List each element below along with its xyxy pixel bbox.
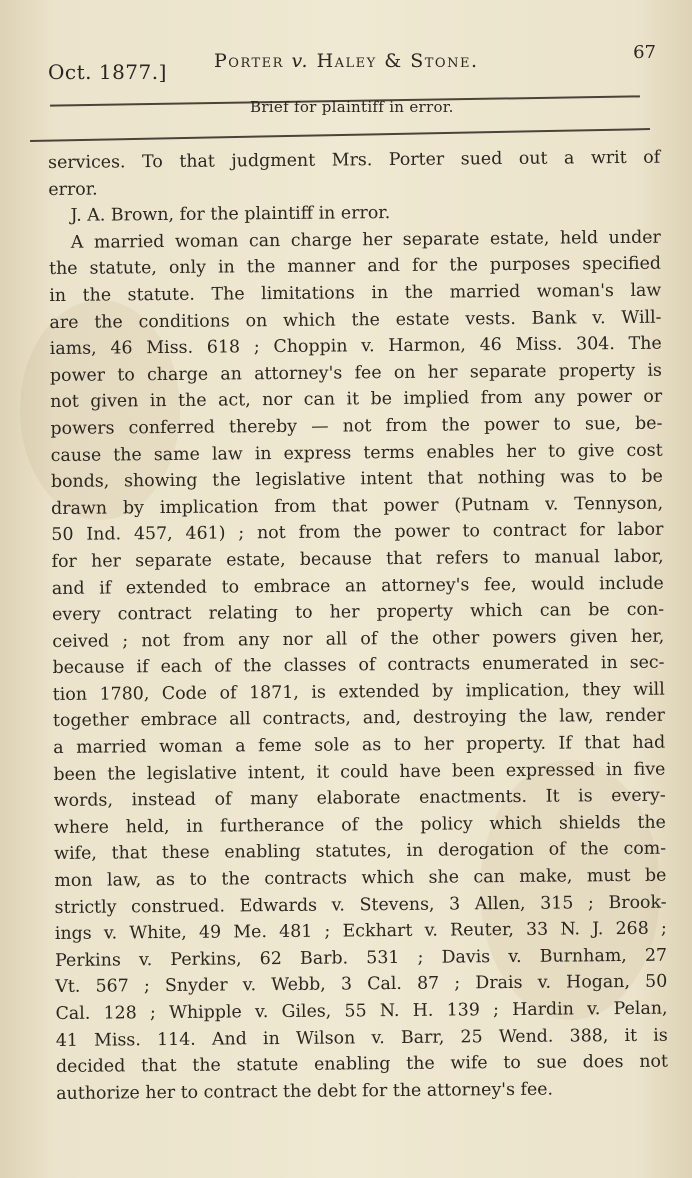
text-line: power to charge an attorney's fee on her separate property is xyxy=(49,360,663,386)
text-line: words, instead of many elaborate enactments. It is every- xyxy=(53,785,666,812)
text-line: because if each of the classes of contracts enumerated in sec- xyxy=(52,652,665,679)
text-line: Cal. 128 ; Whipple v. Giles, 55 N. H. 139 ; Hardin v. Pelan, xyxy=(55,998,668,1024)
text-line: the statute, only in the manner and for the purposes specified xyxy=(48,254,662,280)
text-line: in the statute. The limitations in the married woman's law xyxy=(49,280,662,306)
header-title xyxy=(214,50,478,72)
text-line: iams, 46 Miss. 618 ; Choppin v. Harmon, 46 Miss. 304. The xyxy=(49,333,662,360)
text-line: drawn by implication from that power (Putnam v. Tennyson, xyxy=(51,493,664,519)
text-line: 41 Miss. 114. And in Wilson v. Barr, 25 Wend. 388, it is xyxy=(55,1025,668,1051)
text-line: not given in the act, nor can it be implied from any power or xyxy=(50,386,663,413)
title-part-1: Porter xyxy=(214,50,284,72)
text-line: ceived ; not from any nor all of the other powers given her, xyxy=(52,626,665,652)
header-date: Oct. 1877.] xyxy=(48,60,167,84)
page-number: 67 xyxy=(633,42,656,63)
text-line: are the conditions on which the estate vests. Bank v. Will- xyxy=(49,307,662,333)
text-line: where held, in furtherance of the policy which shields the xyxy=(53,812,666,838)
text-line: Vt. 567 ; Snyder v. Webb, 3 Cal. 87 ; Drais v. Hogan, 50 xyxy=(55,972,668,998)
section-subheading: Brief for plaintiff in error. xyxy=(250,98,454,116)
text-line: for her separate estate, because that refers to manual labor, xyxy=(51,546,664,572)
text-line: a married woman a feme sole as to her property. If that had xyxy=(53,732,666,759)
text-line: cause the same law in express terms enables her to give cost xyxy=(50,440,663,466)
text-line: strictly construed. Edwards v. Stevens, 3 Allen, 315 ; Brook- xyxy=(54,892,667,918)
text-line: J. A. Brown, for the plaintiff in error. xyxy=(70,203,391,226)
text-line: A married woman can charge her separate estate, held under xyxy=(70,227,661,253)
title-part-2: Haley & Stone. xyxy=(316,50,479,72)
text-line: error. xyxy=(48,179,98,200)
text-line: been the legislative intent, it could have been expressed in five xyxy=(53,759,666,785)
text-line: together embrace all contracts, and, destroying the law, render xyxy=(52,706,666,732)
text-line: wife, that these enabling statutes, in derogation of the com- xyxy=(54,839,667,865)
body-text xyxy=(48,145,668,1108)
text-line: decided that the statute enabling the wife to sue does not xyxy=(55,1051,669,1078)
text-line: and if extended to embrace an attorney's fee, would include xyxy=(51,573,664,599)
running-header xyxy=(48,38,662,84)
text-line: 50 Ind. 457, 461) ; not from the power to contract for labor xyxy=(51,519,664,546)
text-line: powers conferred thereby — not from the power to sue, be- xyxy=(50,413,663,439)
text-line: mon law, as to the contracts which she can make, must be xyxy=(54,865,667,892)
text-line: services. To that judgment Mrs. Porter sued out a writ of xyxy=(48,147,661,173)
title-versus: v. xyxy=(291,50,310,72)
text-line: Perkins v. Perkins, 62 Barb. 531 ; Davis v. Burnham, 27 xyxy=(54,945,668,971)
text-line: authorize her to contract the debt for the attorney's fee. xyxy=(56,1079,554,1104)
text-line: bonds, showing the legislative intent that nothing was to be xyxy=(50,466,663,493)
text-line: tion 1780, Code of 1871, is extended by implication, they will xyxy=(52,679,665,705)
text-line: every contract relating to her property which can be con- xyxy=(51,599,665,626)
text-line: ings v. White, 49 Me. 481 ; Eckhart v. Reuter, 33 N. J. 268 ; xyxy=(54,918,667,945)
header-rule-bottom xyxy=(30,128,650,141)
